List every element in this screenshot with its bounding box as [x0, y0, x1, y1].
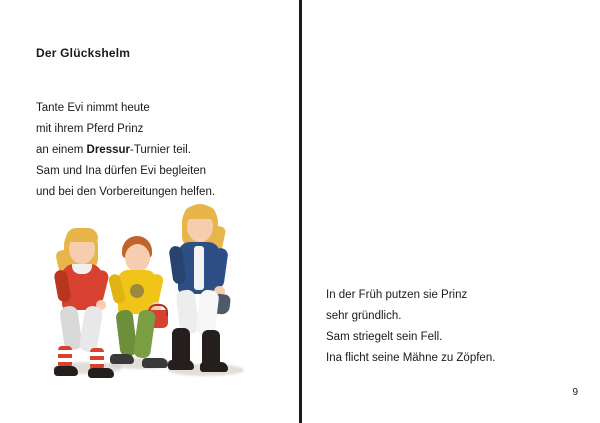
paragraph-line: Sam und Ina dürfen Evi begleiten	[36, 165, 207, 177]
paragraph-line: sehr gründlich.	[326, 310, 402, 322]
head	[125, 244, 150, 272]
paragraph-line-with-bold	[36, 140, 266, 161]
shoe-front	[142, 358, 168, 368]
page-number: 9	[572, 387, 578, 398]
shoe-back	[54, 366, 78, 376]
jacket-opening	[194, 246, 204, 290]
figure-girl-blue-jacket	[166, 202, 246, 374]
paragraph-line: Tante Evi nimmt heute	[36, 102, 150, 114]
illustration-three-children-walking	[0, 190, 299, 390]
shirt-print	[130, 284, 144, 298]
paragraph-line: Ina flicht seine Mähne zu Zöpfen.	[326, 352, 496, 364]
paragraph-line: mit ihrem Pferd Prinz	[36, 123, 144, 135]
striped-sock-front	[90, 348, 104, 370]
riding-boot-front-foot	[200, 362, 228, 372]
leg-front	[79, 305, 104, 353]
shoe-back	[110, 354, 134, 364]
left-page-paragraph	[36, 98, 266, 203]
paragraph-line: und bei den Vorbereitungen helfen.	[36, 186, 216, 198]
right-page	[302, 0, 600, 423]
paragraph-line: Sam striegelt sein Fell.	[326, 331, 443, 343]
leg-front	[133, 309, 157, 359]
paragraph-line: In der Früh putzen sie Prinz	[326, 289, 468, 301]
striped-sock-back	[58, 346, 72, 368]
hair-fringe	[66, 228, 98, 242]
left-page	[0, 0, 299, 423]
riding-boot-back-foot	[168, 360, 194, 370]
hair-fringe	[184, 206, 216, 219]
bold-word: Dressur	[86, 144, 130, 156]
right-page-paragraph	[326, 285, 586, 369]
story-title: Der Glückshelm	[36, 46, 131, 60]
line-prefix: an einem	[36, 144, 87, 156]
line-suffix: -Turnier teil.	[129, 144, 191, 156]
